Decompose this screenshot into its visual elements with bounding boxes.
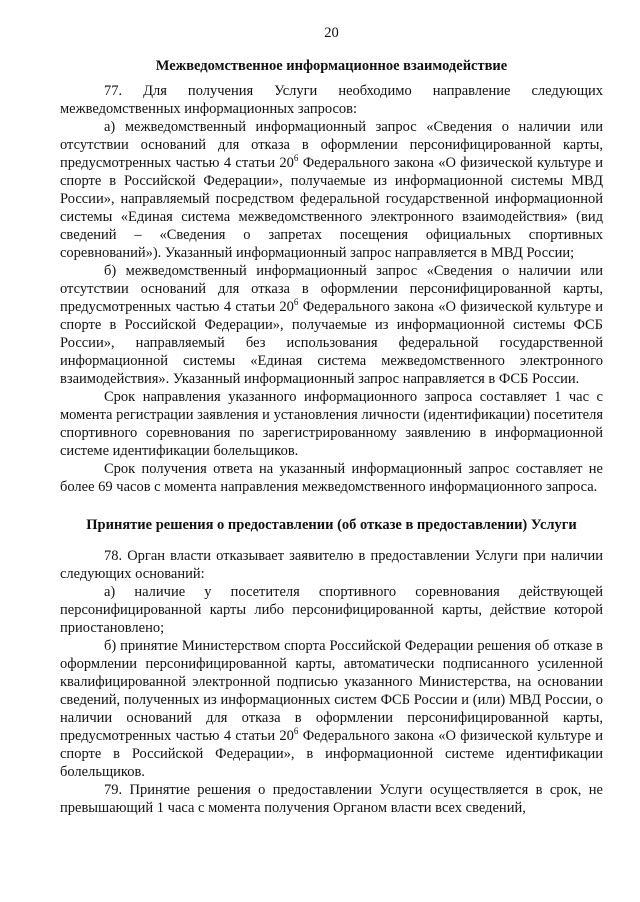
paragraph-77-term-send: Срок направления указанного информационного запроса составляет 1 час с момента регистрации заявления и установления личности (идентификации) посетителя спортивного соревнования по зарегистрированному заявлению в информационной системе идентификации болельщиков. bbox=[60, 389, 603, 459]
paragraph-78-a: а) наличие у посетителя спортивного соревнования действующей персонифицированной карты либо персонифицированной карты, действие которой приостановлено; bbox=[60, 584, 603, 636]
section-heading-decision: Принятие решения о предоставлении (об отказе в предоставлении) Услуги bbox=[86, 517, 577, 533]
document-page bbox=[60, 24, 603, 817]
paragraph-77-a: а) межведомственный информационный запрос «Сведения о наличии или отсутствии оснований для отказа в оформлении персонифицированной карты, предусмотренных частью 4 статьи $20^6$ Федерального закона «О физической культуре и спорте в Российской Федерации», получаемые из информационной системы МВД России», направляемый посредством федеральной государственной информационной системы «Единая система межведомственного электронного взаимодействия» (вид сведений – «Сведения о запретах посещения официальных спортивных соревнований»). Указанный информационный запрос направляется в МВД России; bbox=[60, 119, 603, 261]
paragraph-79: 79. Принятие решения о предоставлении Услуги осуществляется в срок, не превышающий 1 часа с момента получения Органом власти всех сведений, bbox=[60, 782, 603, 816]
paragraph-77-intro: 77. Для получения Услуги необходимо направление следующих межведомственных информационных запросов: bbox=[60, 83, 603, 117]
paragraph-78-intro: 78. Орган власти отказывает заявителю в предоставлении Услуги при наличии следующих оснований: bbox=[60, 548, 603, 582]
page-number: 20 bbox=[324, 25, 339, 41]
paragraph-77-b: б) межведомственный информационный запрос «Сведения о наличии или отсутствии оснований для отказа в оформлении персонифицированной карты, предусмотренных частью 4 статьи $20^6$ Федерального закона «О физической культуре и спорте в Российской Федерации», получаемые из информационной системы ФСБ России», направляемый без использования федеральной государственной информационной системы «Единая система межведомственного электронного взаимодействия». Указанный информационный запрос направляется в ФСБ России. bbox=[60, 263, 603, 387]
paragraph-77-term-reply: Срок получения ответа на указанный информационный запрос составляет не более 69 часов с момента направления межведомственного информационного запроса. bbox=[60, 461, 603, 495]
paragraph-78-b: б) принятие Министерством спорта Российской Федерации решения об отказе в оформлении персонифицированной карты, автоматически подписанного усиленной квалифицированной электронной подписью указанного Министерства, на основании сведений, полученных из информационных систем ФСБ России и (или) МВД России, о наличии оснований для отказа в оформлении персонифицированной карты, предусмотренных частью 4 статьи $20^6$ Федерального закона «О физической культуре и спорте в Российской Федерации», в информационной системе идентификации болельщиков. bbox=[60, 638, 603, 780]
section-heading-interagency: Межведомственное информационное взаимодействие bbox=[155, 58, 508, 74]
